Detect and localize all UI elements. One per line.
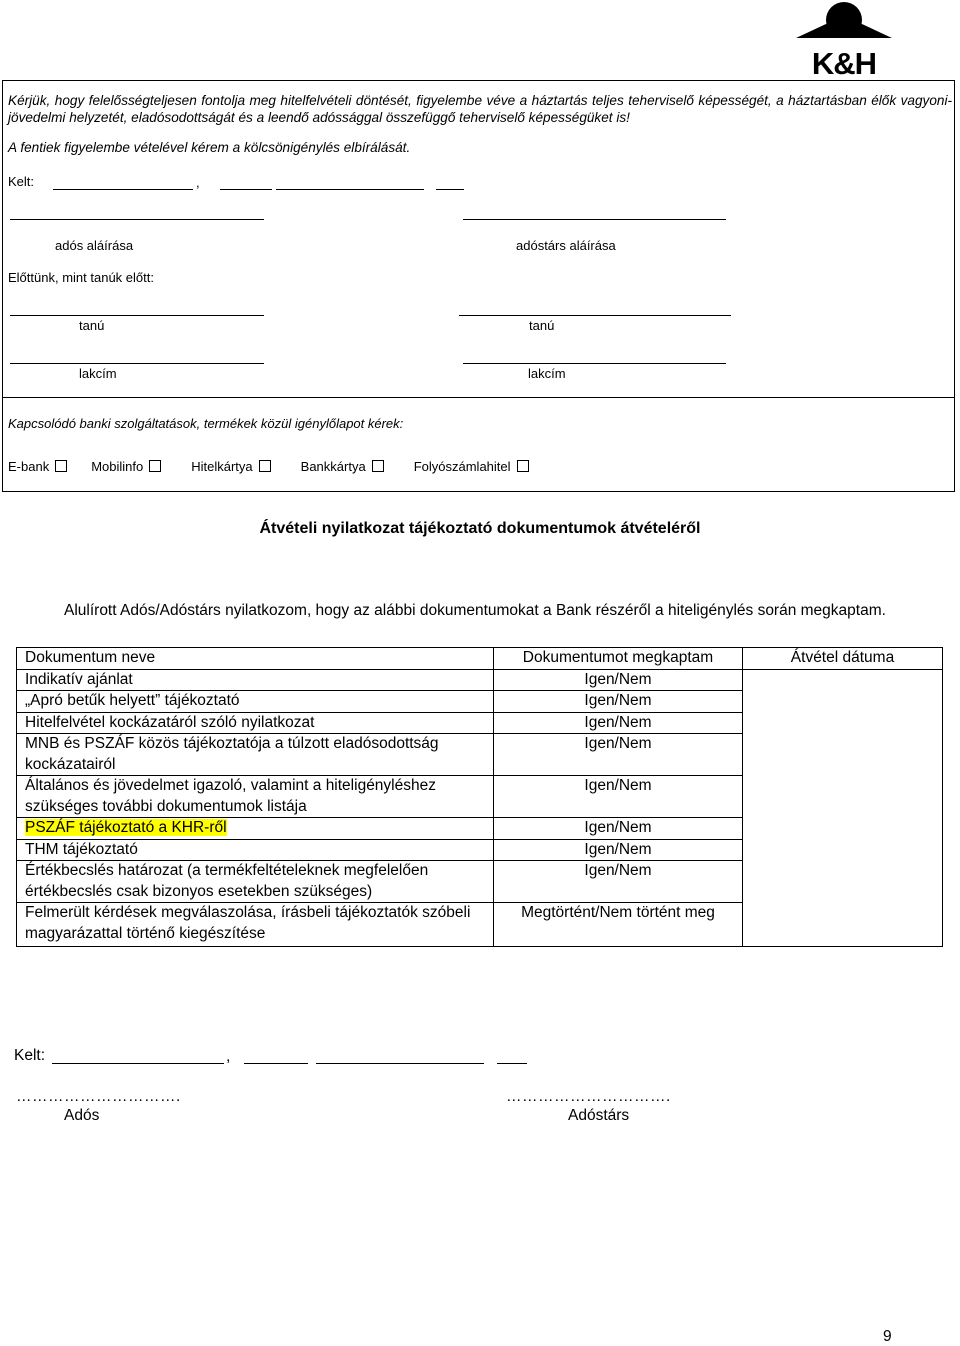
header-date: Átvétel dátuma bbox=[743, 648, 943, 670]
header-document-name: Dokumentum neve bbox=[17, 648, 494, 670]
document-date[interactable] bbox=[743, 712, 943, 734]
checkbox-icon[interactable] bbox=[259, 460, 271, 472]
responsibility-notice: Kérjük, hogy felelősségteljesen fontolja meg hitelfelvételi döntését, figyelembe véve a háztartás teljes teherviselő képességét, a háztartásban élők vagyoni-jövedelmi helyzetét, eladósodottságát és a leendő adóssággal összefüggő teherviselő képességüket is! bbox=[8, 93, 952, 125]
document-received[interactable]: Igen/Nem bbox=[494, 712, 743, 734]
option-hitelkartya[interactable] bbox=[191, 459, 270, 474]
table-row bbox=[17, 818, 943, 840]
footer-kelt-month-line[interactable] bbox=[316, 1063, 484, 1064]
table-row bbox=[17, 839, 943, 861]
option-label: E-bank bbox=[8, 459, 50, 474]
assessment-request: A fentiek figyelembe vételével kérem a kölcsönigénylés elbírálását. bbox=[8, 140, 411, 155]
kelt-day-line[interactable] bbox=[436, 189, 464, 190]
table-row bbox=[17, 691, 943, 713]
checkbox-icon[interactable] bbox=[517, 460, 529, 472]
table-row bbox=[17, 776, 943, 818]
document-received[interactable]: Igen/Nem bbox=[494, 861, 743, 903]
debtor-signature-line[interactable] bbox=[10, 219, 264, 220]
table-row bbox=[17, 669, 943, 691]
kelt-month-line[interactable] bbox=[276, 189, 424, 190]
services-box bbox=[2, 398, 955, 492]
option-mobilinfo[interactable] bbox=[91, 459, 161, 474]
document-received[interactable]: Megtörtént/Nem történt meg bbox=[494, 903, 743, 947]
option-label: Mobilinfo bbox=[91, 459, 144, 474]
document-name: Indikatív ajánlat bbox=[17, 669, 494, 691]
kelt-place-line[interactable] bbox=[53, 189, 193, 190]
document-date[interactable] bbox=[743, 776, 943, 818]
footer-debtor-label: Adós bbox=[64, 1107, 100, 1124]
option-bankkartya[interactable] bbox=[301, 459, 384, 474]
document-name: THM tájékoztató bbox=[17, 839, 494, 861]
option-label: Bankkártya bbox=[300, 459, 366, 474]
header-received: Dokumentumot megkaptam bbox=[494, 648, 743, 670]
debtor-signature-dots[interactable]: …………………………. bbox=[16, 1088, 181, 1105]
table-row bbox=[17, 734, 943, 776]
document-received[interactable]: Igen/Nem bbox=[494, 839, 743, 861]
witness2-address-label: lakcím bbox=[528, 366, 566, 381]
kh-logo bbox=[792, 2, 896, 80]
document-name: PSZÁF tájékoztató a KHR-ről bbox=[25, 819, 227, 836]
document-date[interactable] bbox=[743, 861, 943, 903]
footer-kelt-day-line[interactable] bbox=[497, 1063, 527, 1064]
witness2-line[interactable] bbox=[459, 315, 731, 316]
document-name: MNB és PSZÁF közös tájékoztatója a túlzott eladósodottság kockázatairól bbox=[17, 734, 494, 776]
witness1-address-label: lakcím bbox=[79, 366, 117, 381]
document-name: Általános és jövedelmet igazoló, valamint a hiteligényléshez szükséges további dokumentumok listája bbox=[17, 776, 494, 818]
witness1-address-line[interactable] bbox=[10, 363, 264, 364]
codebtor-signature-line[interactable] bbox=[463, 219, 726, 220]
table-row bbox=[17, 861, 943, 903]
footer-codebtor-label: Adóstárs bbox=[568, 1107, 630, 1124]
kelt-year-line[interactable] bbox=[220, 189, 272, 190]
witness1-line[interactable] bbox=[10, 315, 264, 316]
debtor-signature-label: adós aláírása bbox=[55, 238, 134, 253]
page-number: 9 bbox=[883, 1328, 892, 1345]
option-folyoszamlahitel[interactable] bbox=[414, 459, 529, 474]
document-date[interactable] bbox=[743, 818, 943, 840]
kelt-label: Kelt: bbox=[8, 174, 35, 189]
footer-kelt-place-line[interactable] bbox=[52, 1063, 224, 1064]
services-title: Kapcsolódó banki szolgáltatások, termékek közül igénylőlapot kérek: bbox=[8, 416, 404, 431]
document-date[interactable] bbox=[743, 839, 943, 861]
document-date[interactable] bbox=[743, 903, 943, 947]
table-header-row bbox=[17, 648, 943, 670]
checkbox-icon[interactable] bbox=[372, 460, 384, 472]
document-name: Hitelfelvétel kockázatáról szóló nyilatkozat bbox=[17, 712, 494, 734]
witness2-address-line[interactable] bbox=[463, 363, 726, 364]
footer-kelt-label: Kelt: bbox=[14, 1047, 46, 1064]
document-received[interactable]: Igen/Nem bbox=[494, 776, 743, 818]
kelt-comma: , bbox=[196, 175, 200, 190]
document-name: Értékbecslés határozat (a termékfeltételeknek megfelelően értékbecslés csak bizonyos esetekben szükséges) bbox=[17, 861, 494, 903]
document-name: „Apró betűk helyett” tájékoztató bbox=[17, 691, 494, 713]
document-received[interactable]: Igen/Nem bbox=[494, 734, 743, 776]
declaration-box bbox=[2, 80, 955, 398]
table-row bbox=[17, 903, 943, 947]
checkbox-icon[interactable] bbox=[149, 460, 161, 472]
logo-wordmark: K&H bbox=[811, 46, 877, 81]
option-label: Folyószámlahitel bbox=[413, 459, 511, 474]
option-label: Hitelkártya bbox=[191, 459, 253, 474]
receipt-statement: Alulírott Adós/Adóstárs nyilatkozom, hogy az alábbi dokumentumokat a Bank részéről a hiteligénylés során megkaptam. bbox=[64, 602, 886, 619]
services-options bbox=[8, 459, 529, 474]
table-row bbox=[17, 712, 943, 734]
document-date[interactable] bbox=[743, 669, 943, 691]
document-received[interactable]: Igen/Nem bbox=[494, 818, 743, 840]
receipt-title: Átvételi nyilatkozat tájékoztató dokumentumok átvételéről bbox=[259, 520, 701, 537]
document-name: Felmerült kérdések megválaszolása, írásbeli tájékoztatók szóbeli magyarázattal történő kiegészítése bbox=[17, 903, 494, 947]
logo-wing bbox=[796, 20, 892, 38]
witness2-label: tanú bbox=[529, 318, 555, 333]
document-received[interactable]: Igen/Nem bbox=[494, 669, 743, 691]
checkbox-icon[interactable] bbox=[55, 460, 67, 472]
witness-intro: Előttünk, mint tanúk előtt: bbox=[8, 270, 154, 285]
codebtor-signature-label: adóstárs aláírása bbox=[516, 238, 616, 253]
footer-kelt-comma: , bbox=[226, 1048, 231, 1065]
document-name-cell bbox=[17, 818, 494, 840]
documents-table bbox=[16, 647, 943, 947]
footer-kelt-year-line[interactable] bbox=[244, 1063, 308, 1064]
document-date[interactable] bbox=[743, 691, 943, 713]
document-date[interactable] bbox=[743, 734, 943, 776]
witness1-label: tanú bbox=[79, 318, 105, 333]
codebtor-signature-dots[interactable]: …………………………. bbox=[506, 1088, 671, 1105]
option-ebank[interactable] bbox=[8, 459, 67, 474]
document-received[interactable]: Igen/Nem bbox=[494, 691, 743, 713]
